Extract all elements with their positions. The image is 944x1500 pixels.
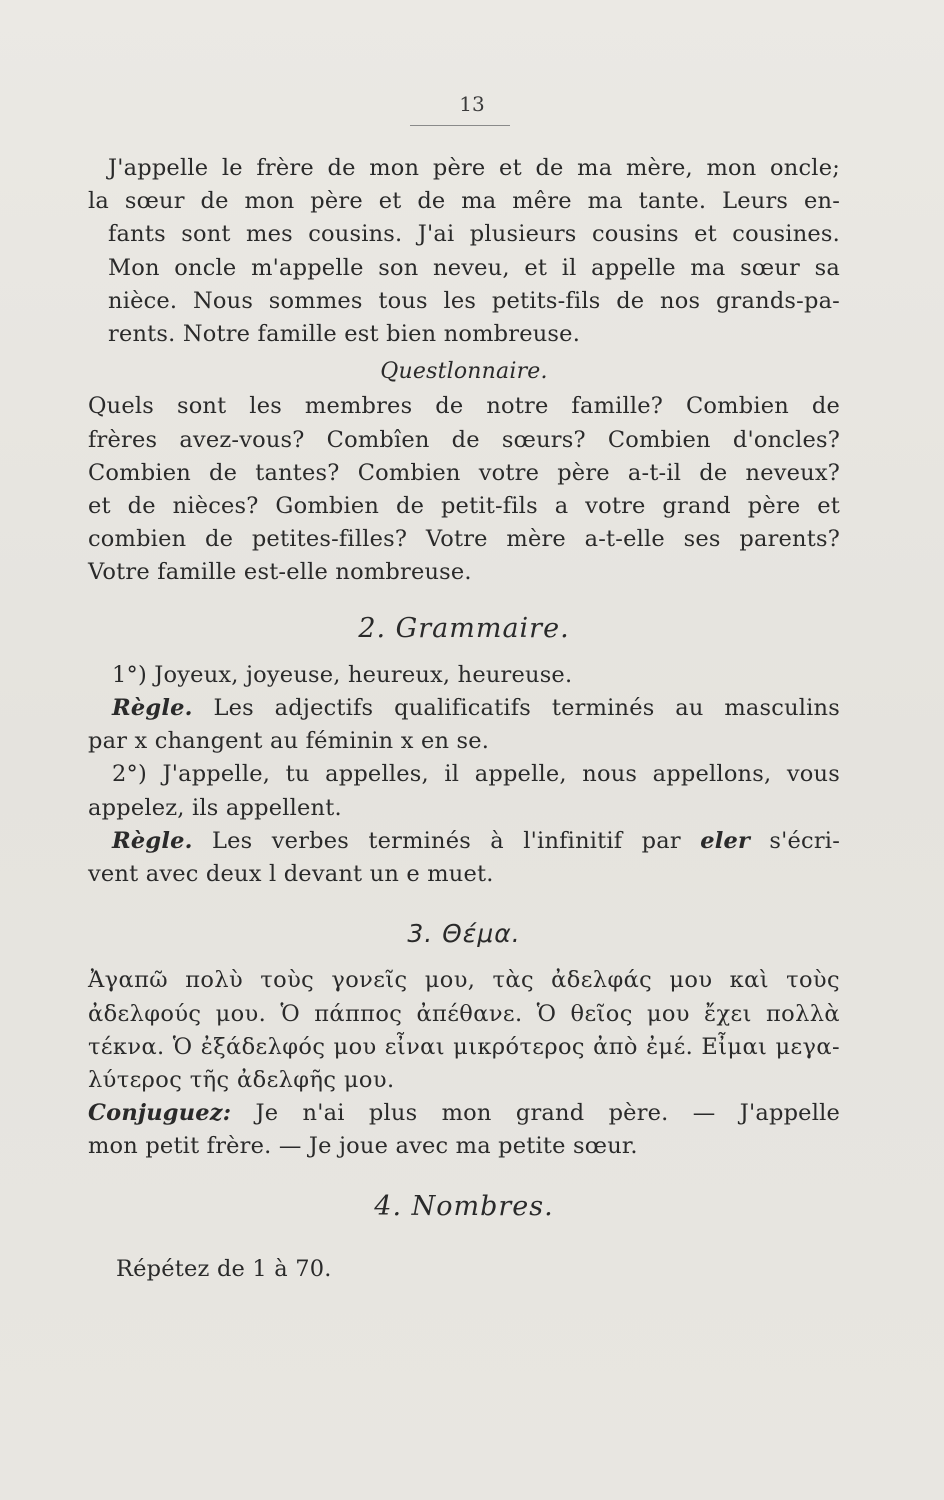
conjugate-line: mon petit frère. — Je joue avec ma petite sœur. xyxy=(88,1133,638,1160)
page-number: 13 xyxy=(459,92,485,116)
section-thema-title: 3. Θέμα. xyxy=(407,919,521,949)
grammar-item-2 xyxy=(88,758,840,824)
conjugate-label: Conjuguez: xyxy=(88,1100,232,1127)
section-nombres-title: 4. Nombres. xyxy=(374,1190,554,1222)
regle-2-text-end: s'écri- xyxy=(769,827,841,854)
regle-1 xyxy=(88,692,840,758)
questionnaire-paragraph xyxy=(88,390,840,589)
regle-2-line xyxy=(88,825,840,858)
header-rule xyxy=(410,125,510,126)
intro-line: J'appelle le frère de mon père et de ma mère, mon oncle; xyxy=(108,155,840,181)
conjugate-line xyxy=(88,1097,840,1130)
questionnaire-title: Questlonnaire. xyxy=(380,359,548,385)
regle-2 xyxy=(88,825,840,891)
grammar-item-1 xyxy=(88,659,840,692)
greek-paragraph xyxy=(88,964,840,1097)
questionnaire-line: frères avez-vous? Combîen de sœurs? Combien d'oncles? xyxy=(88,426,840,453)
intro-line: fants sont mes cousins. J'ai plusieurs cousins et cousines. xyxy=(108,221,840,248)
intro-line: nièce. Nous sommes tous les petits-fils de nos grands-pa- xyxy=(108,287,840,314)
regle-2-eler: eler xyxy=(700,827,751,854)
intro-line: la sœur de mon père et de ma mêre ma tante. Leurs en- xyxy=(88,188,840,215)
regle-label: Règle. xyxy=(112,827,193,854)
questionnaire-line: combien de petites-filles? Votre mère a-t-elle ses parents? xyxy=(88,526,840,553)
questionnaire-line: Quels sont les membres de notre famille? Combien de xyxy=(88,393,840,420)
questionnaire-line: et de nièces? Gombien de petit-fils a votre grand père et xyxy=(88,493,840,520)
grammar-item-2-line: 2°) J'appelle, tu appelles, il appelle, nous appellons, vous xyxy=(112,761,840,788)
greek-line: ἀδελφούς μου. Ὁ πάππος ἀπέθανε. Ὁ θεῖος μου ἔχει πολλὰ xyxy=(88,1000,840,1027)
greek-line: τέκνα. Ὁ ἐξάδελφός μου εἶναι μικρότερος ἀπὸ ἐμέ. Εἶμαι μεγα- xyxy=(88,1033,840,1060)
regle-1-line xyxy=(88,692,840,725)
regle-2-text: Les verbes terminés à l'infinitif par xyxy=(212,827,681,854)
intro-paragraph xyxy=(88,152,840,351)
regle-2-line: vent avec deux l devant un e muet. xyxy=(88,861,494,888)
intro-line: Mon oncle m'appelle son neveu, et il appelle ma sœur sa xyxy=(108,254,840,281)
final-instruction: Répétez de 1 à 70. xyxy=(116,1255,332,1282)
greek-line: Ἀγαπῶ πολὺ τοὺς γονεῖς μου, τὰς ἀδελφάς μου καὶ τοὺς xyxy=(88,967,840,994)
regle-1-text: Les adjectifs qualificatifs terminés au masculins xyxy=(213,695,840,722)
questionnaire-line: Votre famille est-elle nombreuse. xyxy=(88,559,472,586)
page-content xyxy=(88,152,840,1286)
regle-label: Règle. xyxy=(112,695,193,722)
conjugate-block xyxy=(88,1097,840,1163)
questionnaire-line: Combien de tantes? Combien votre père a-t-il de neveux? xyxy=(88,459,840,486)
greek-line: λύτερος τῆς ἀδελφῆς μου. xyxy=(88,1067,395,1094)
conjugate-text: Je n'ai plus mon grand père. — J'appelle xyxy=(255,1100,840,1127)
intro-line: rents. Notre famille est bien nombreuse. xyxy=(108,321,581,348)
regle-1-line: par x changent au féminin x en se. xyxy=(88,728,490,755)
section-grammaire-title: 2. Grammaire. xyxy=(358,612,570,644)
grammar-item-1-text: 1°) Joyeux, joyeuse, heureux, heureuse. xyxy=(112,661,573,688)
grammar-item-2-line: appelez, ils appellent. xyxy=(88,794,342,821)
